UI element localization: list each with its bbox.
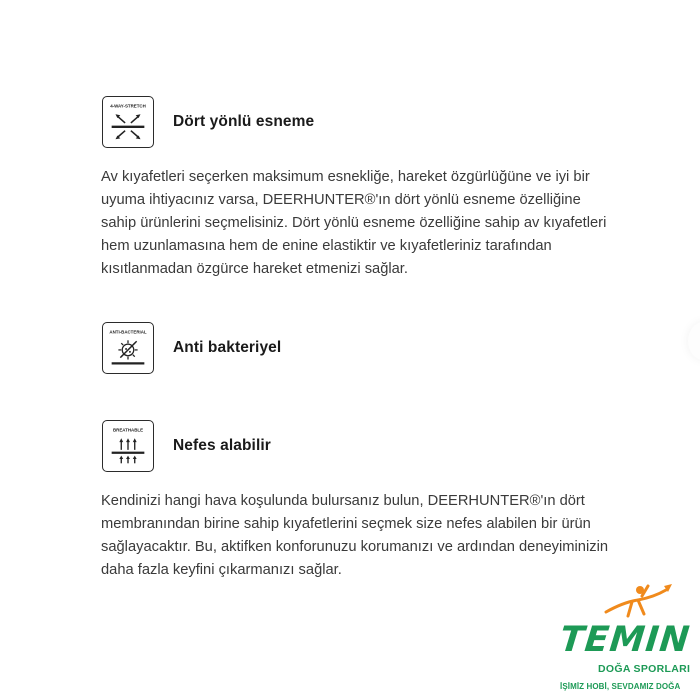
anti-bacterial-icon [102,322,154,374]
feature-title: Anti bakteriyel [173,339,282,356]
feature-description: Kendinizi hangi hava koşulunda bulursanız bulun, DEERHUNTER®'ın dört membranından birine sahip kıyafetlerini seçmek size nefes alabilen bir ürün sağlayacaktır. Bu, aktifken konforunuzu korumanızı ve ardından deneyiminizin daha fazla keyfini çıkarmanızı sağlar. [101,493,608,578]
feature-four-way-stretch [102,96,314,148]
logo-brand-text: TEMIN [557,620,693,660]
badge-label: ANTI-BACTERIAL [109,329,147,335]
feature-anti-bacterial [102,322,281,374]
logo-slogan: İŞİMİZ HOBİ, SEVDAMIZ DOĞA [560,682,681,691]
badge-label: 4-WAY-STRETCH [110,103,146,109]
feature-breathable [102,420,271,472]
feature-title: Nefes alabilir [173,437,271,454]
four-way-stretch-icon [102,96,154,148]
carousel-edge-control[interactable] [688,322,700,360]
feature-title: Dört yönlü esneme [173,113,315,130]
feature-description: Av kıyafetleri seçerken maksimum esnekliğe, hareket özgürlüğüne ve iyi bir uyuma ihtiyacınız varsa, DEERHUNTER®'ın dört yönlü esneme özelliğine sahip ürünlerini seçmelisiniz. Dört yönlü esneme özelliğine sahip av kıyafetleri hem uzunlamasına hem de enine elastiktir ve kıyafetleriniz tarafından kısıtlanmadan özgürce hareket etmenizi sağlar. [101,169,607,277]
temin-logo [558,582,698,698]
badge-label: BREATHABLE [112,427,144,433]
logo-subtitle: DOĞA SPORLARI [598,663,691,675]
breathable-icon [102,420,154,472]
